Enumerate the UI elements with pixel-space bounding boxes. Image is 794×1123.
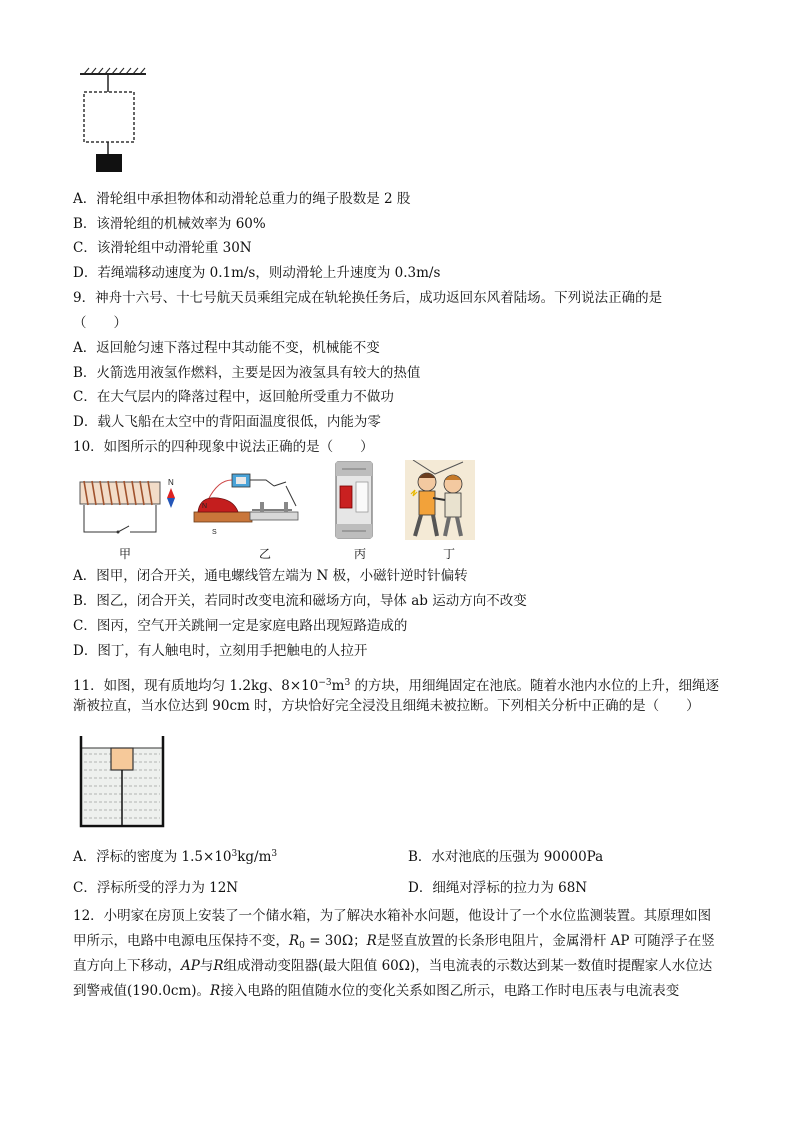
q10-option-c: C．图丙，空气开关跳闸一定是家庭电路出现短路造成的: [73, 618, 408, 634]
q11-stem: 11．如图，现有质地均匀 1.2kg、$8\times 10^{-3}m^3$ 的方块，用细绳固定在池底。随着水池内水位的上升，细绳逐渐被拉直，当水位达到 90cm 时，方块恰好完全浸没且细绳未被拉断。下列相关分析中正确的是（ ）: [73, 678, 719, 714]
solenoid-figure: [74, 476, 184, 542]
figure-caption-yi: 乙: [259, 547, 272, 561]
q9-answer-blank: （ ）: [73, 315, 127, 331]
q10-option-b: B．图乙，闭合开关，若同时改变电流和磁场方向，导体 ab 运动方向不改变: [73, 593, 527, 609]
q10-stem: 10．如图所示的四种现象中说法正确的是（ ）: [73, 439, 374, 455]
figure-caption-jia: 甲: [119, 547, 132, 561]
q8-option-b: B．该滑轮组的机械效率为 60%: [73, 216, 266, 232]
q9-option-c: C．在大气层内的降落过程中，返回舱所受重力不做功: [73, 389, 394, 405]
q11-option-b: B．水对池底的压强为 90000Pa: [408, 849, 604, 865]
magnet-north-label: N: [202, 503, 208, 510]
q8-option-a: A．滑轮组中承担物体和动滑轮总重力的绳子股数是 2 股: [73, 191, 411, 207]
q10-option-a: A．图甲，闭合开关，通电螺线管左端为 N 极，小磁针逆时针偏转: [73, 568, 468, 584]
circuit-breaker-figure: [334, 460, 374, 540]
magnet-south-label: S: [212, 529, 217, 536]
q9-stem: 9．神舟十六号、十七号航天员乘组完成在轨轮换任务后，成功返回东风着陆场。下列说法正确的是: [73, 290, 663, 306]
q11-option-c: C．浮标所受的浮力为 12N: [73, 880, 239, 896]
electric-shock-figure: [405, 460, 475, 540]
q9-option-a: A．返回舱匀速下落过程中其动能不变，机械能不变: [73, 340, 380, 356]
pulley-figure: [78, 66, 150, 178]
q10-option-d: D．图丁，有人触电时，立刻用手把触电的人拉开: [73, 643, 368, 659]
motor-figure: [188, 472, 306, 542]
figure-caption-bing: 丙: [354, 547, 367, 561]
q8-option-d: D．若绳端移动速度为 0.1m/s，则动滑轮上升速度为 0.3m/s: [73, 265, 441, 281]
water-tank-figure: [78, 734, 168, 830]
q8-option-c: C．该滑轮组中动滑轮重 30N: [73, 240, 252, 256]
q12-stem: 12．小明家在房顶上安装了一个储水箱，为了解决水箱补水问题，他设计了一个水位监测装置。其原理如图甲所示，电路中电源电压保持不变，$R_0 = 30\Omega$；R是竖直放置的长条形电阻片，金属滑杆 AP 可随浮子在竖直方向上下移动，AP与R组成滑动变阻器(最大阻值 60Ω)，当电流表的示数达到某一数值时提醒家人水位达到警戒值(190.0cm)。R接入电路的阻值随水位的变化关系如图乙所示，电路工作时电压表与电流表变: [73, 908, 715, 999]
q11-option-d: D．细绳对浮标的拉力为 68N: [408, 880, 588, 896]
q9-option-d: D．载人飞船在太空中的背阳面温度很低，内能为零: [73, 414, 381, 430]
q9-option-b: B．火箭选用液氢作燃料，主要是因为液氢具有较大的热值: [73, 365, 421, 381]
figure-caption-ding: 丁: [443, 547, 456, 561]
q11-option-a: A．浮标的密度为 $1.5\times 10^3kg/m^3$: [73, 849, 278, 865]
compass-north-label: N: [168, 478, 174, 487]
